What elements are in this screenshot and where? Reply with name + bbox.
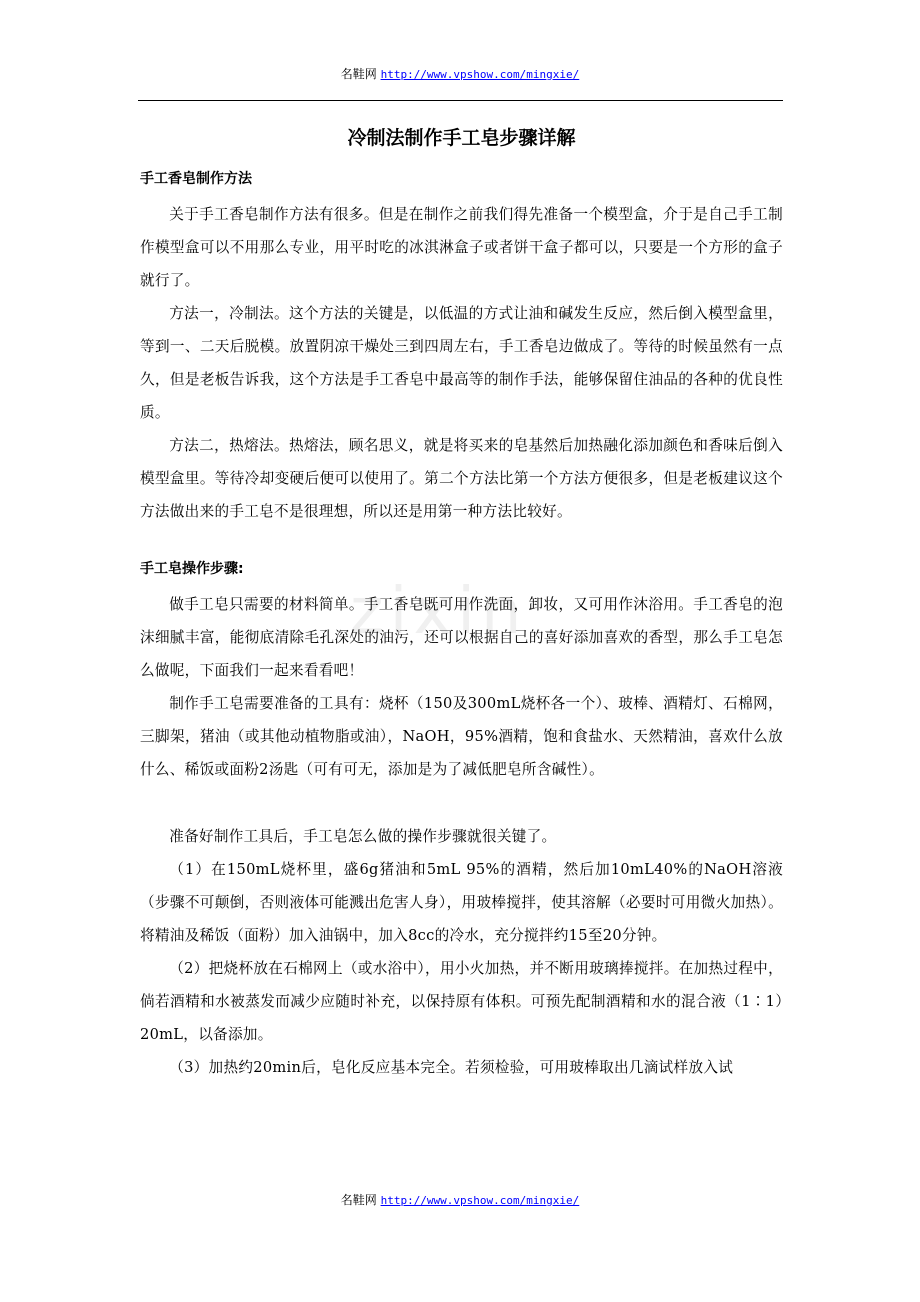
step-paragraph: （3）加热约20min后，皂化反应基本完全。若须检验，可用玻棒取出几滴试样放入试 bbox=[169, 1059, 734, 1076]
section1-paragraph: 关于手工香皂制作方法有很多。但是在制作之前我们得先准备一个模型盒，介于是自己手工制作模型盒可以不用那么专业，用平时吃的冰淇淋盒子或者饼干盒子都可以，只要是一个方形的盒子就行了。 bbox=[140, 206, 783, 289]
section1-paragraph: 方法一，冷制法。这个方法的关键是，以低温的方式让油和碱发生反应，然后倒入模型盒里，等到一、二天后脱模。放置阴凉干燥处三到四周左右，手工香皂边做成了。等待的时候虽然有一点久，但是老板告诉我，这个方法是手工香皂中最高等的制作手法，能够保留住油品的各种的优良性质。 bbox=[140, 305, 783, 421]
footer-link[interactable]: http://www.vpshow.com/mingxie/ bbox=[380, 1194, 580, 1207]
page-footer bbox=[0, 1192, 920, 1209]
document-body bbox=[140, 118, 783, 1084]
header-link[interactable]: http://www.vpshow.com/mingxie/ bbox=[380, 68, 580, 81]
header-site-name: 名鞋网 bbox=[340, 67, 377, 81]
watermark: zixin bbox=[350, 575, 528, 649]
footer-site-name: 名鞋网 bbox=[340, 1193, 377, 1207]
section2-heading: 手工皂操作步骤: bbox=[140, 561, 244, 577]
section1-paragraph: 方法二，热熔法。热熔法，顾名思义，就是将买来的皂基然后加热融化添加颜色和香味后倒入模型盒里。等待冷却变硬后便可以使用了。第二个方法比第一个方法方便很多，但是老板建议这个方法做出来的手工皂不是很理想，所以还是用第一种方法比较好。 bbox=[140, 437, 783, 520]
section2-paragraph: 做手工皂只需要的材料简单。手工香皂既可用作洗面，卸妆，又可用作沐浴用。手工香皂的泡沫细腻丰富，能彻底清除毛孔深处的油污，还可以根据自己的喜好添加喜欢的香型，那么手工皂怎么做呢，下面我们一起来看看吧！ bbox=[140, 596, 783, 679]
section1-heading: 手工香皂制作方法 bbox=[140, 171, 252, 187]
spacer bbox=[140, 528, 783, 548]
document-title: 冷制法制作手工皂步骤详解 bbox=[347, 127, 576, 149]
header-divider bbox=[138, 100, 783, 101]
step-paragraph: （1）在150mL烧杯里，盛6g猪油和5mL 95%的酒精，然后加10mL40%的NaOH溶液（步骤不可颠倒，否则液体可能溅出危害人身），用玻棒搅拌，使其溶解（必要时可用微火加热）。将精油及稀饭（面粉）加入油锅中，加入8cc的冷水，充分搅拌约15至20分钟。 bbox=[140, 861, 783, 944]
step-paragraph: 准备好制作工具后，手工皂怎么做的操作步骤就很关键了。 bbox=[169, 828, 557, 845]
spacer bbox=[140, 786, 783, 820]
section2-paragraph: 制作手工皂需要准备的工具有：烧杯（150及300mL烧杯各一个）、玻棒、酒精灯、石棉网，三脚架，猪油（或其他动植物脂或油），NaOH，95%酒精，饱和食盐水、天然精油，喜欢什么放什么、稀饭或面粉2汤匙（可有可无，添加是为了减低肥皂所含碱性）。 bbox=[140, 695, 783, 778]
step-paragraph: （2）把烧杯放在石棉网上（或水浴中），用小火加热，并不断用玻璃捧搅拌。在加热过程中，倘若酒精和水被蒸发而减少应随时补充，以保持原有体积。可预先配制酒精和水的混合液（1∶1）20mL，以备添加。 bbox=[140, 960, 783, 1043]
page-header bbox=[0, 66, 920, 83]
